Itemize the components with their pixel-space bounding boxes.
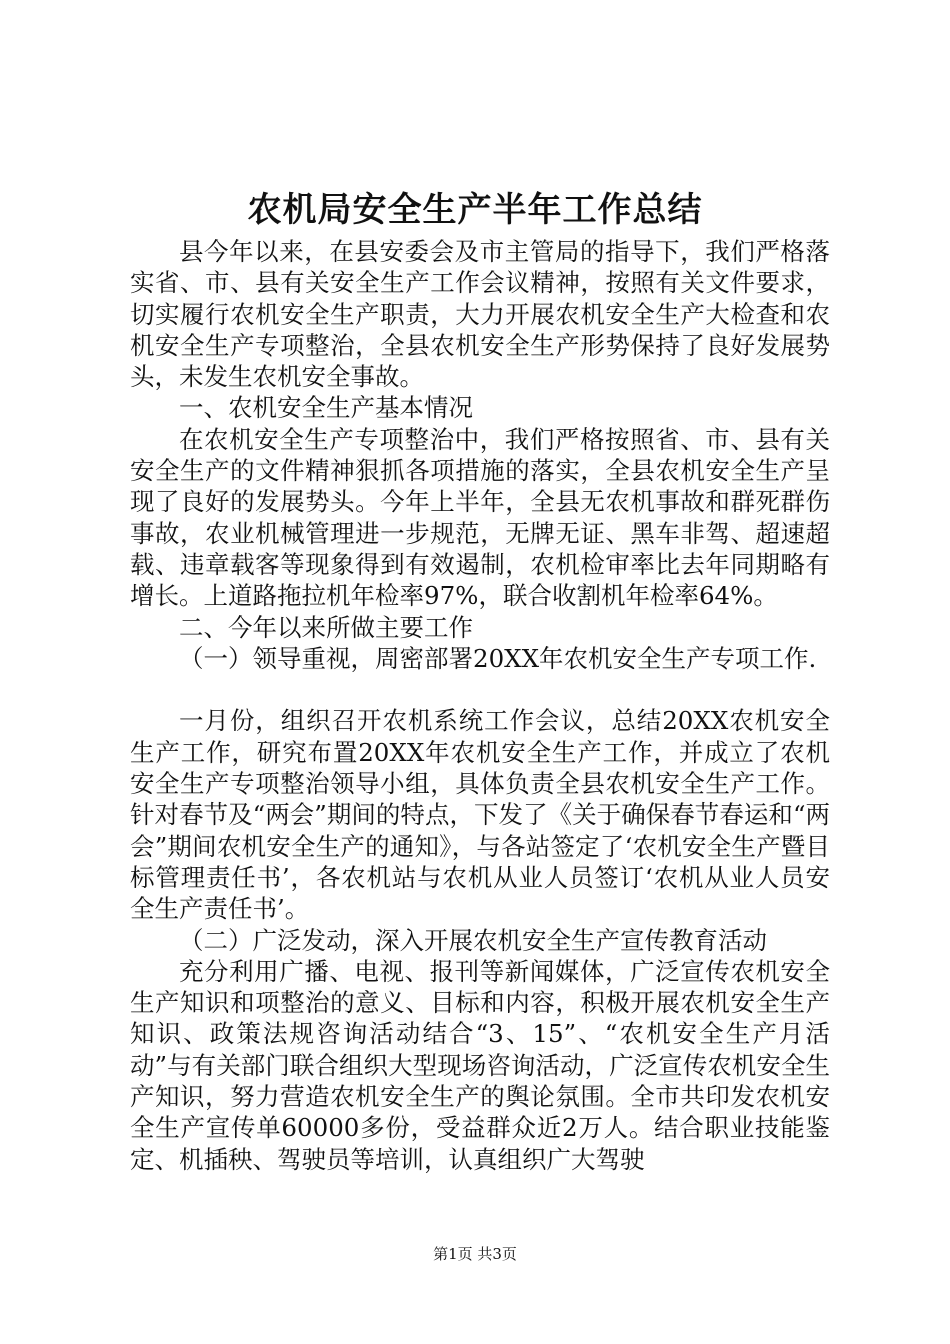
- subsection-2-paragraph: 充分利用广播、电视、报刊等新闻媒体，广泛宣传农机安全生产知识和项整治的意义、目标和内容，积极开展农机安全生产知识、政策法规咨询活动结合“3、15”、“农机安全生产月活动”与有关部门联合组织大型现场咨询活动，广泛宣传农机安全生产知识，努力营造农机安全生产的舆论氛围。全市共印发农机安全生产宣传单60000多份，受益群众近2万人。结合职业技能鉴定、机插秧、驾驶员等培训，认真组织广大驾驶: [130, 956, 830, 1174]
- intro-paragraph: 县今年以来，在县安委会及市主管局的指导下，我们严格落实省、市、县有关安全生产工作会议精神，按照有关文件要求，切实履行农机安全生产职责，大力开展农机安全生产大检查和农机安全生产专项整治，全县农机安全生产形势保持了良好发展势头，未发生农机安全事故。: [130, 237, 830, 392]
- document-title: 农机局安全生产半年工作总结: [247, 190, 703, 230]
- blank-line: [130, 674, 830, 705]
- subsection-1-paragraph: 一月份，组织召开农机系统工作会议，总结20XX农机安全生产工作，研究布置20XX年农机安全生产工作，并成立了农机安全生产专项整治领导小组，具体负责全县农机安全生产工作。针对春节及“两会”期间的特点，下发了《关于确保春节春运和“两会”期间农机安全生产的通知》，与各站签定了‘农机安全生产暨目标管理责任书’，各农机站与农机从业人员签订‘农机从业人员安全生产责任书’。: [130, 706, 830, 924]
- section-heading-1: 一、农机安全生产基本情况: [179, 393, 473, 423]
- subsection-heading-2: （二）广泛发动，深入开展农机安全生产宣传教育活动: [179, 925, 767, 955]
- section-1-paragraph: 在农机安全生产专项整治中，我们严格按照省、市、县有关安全生产的文件精神狠抓各项措施的落实，全县农机安全生产呈现了良好的发展势头。今年上半年，全县无农机事故和群死群伤事故，农业机械管理进一步规范，无牌无证、黑车非驾、超速超载、违章载客等现象得到有效遏制，农机检审率比去年同期略有增长。上道路拖拉机年检率97%，联合收割机年检率64%。: [130, 424, 830, 611]
- section-heading-2: 二、今年以来所做主要工作: [179, 612, 473, 642]
- document-body: [130, 236, 830, 1175]
- page-footer: 第1页 共3页: [433, 1245, 517, 1263]
- subsection-heading-1: （一）领导重视，周密部署20XX年农机安全生产专项工作.: [179, 643, 817, 673]
